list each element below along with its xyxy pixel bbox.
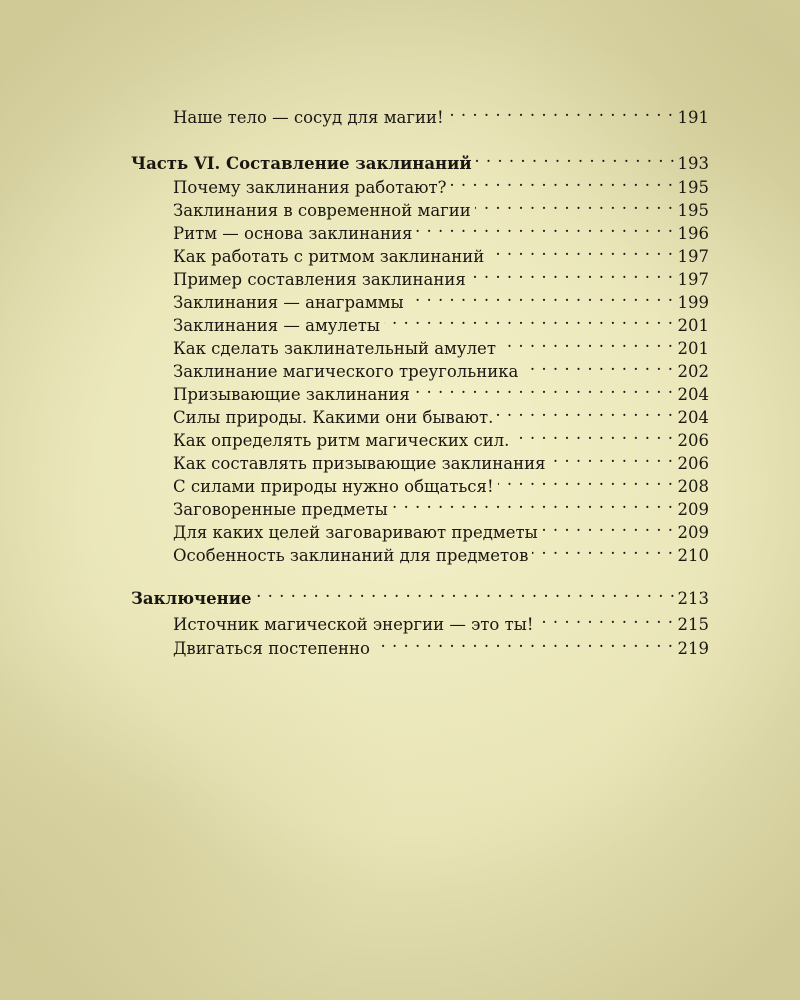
toc-entry	[173, 468, 709, 496]
part-title: Часть VI. Составление заклинаний	[131, 154, 472, 173]
dot-leader	[416, 215, 673, 239]
dot-leader	[522, 353, 673, 377]
dot-leader	[475, 192, 674, 216]
toc-entry	[173, 491, 709, 519]
toc-entry-page: 210	[677, 546, 709, 565]
toc-entry-title: С силами природы нужно общаться!	[173, 477, 494, 496]
dot-leader	[549, 445, 673, 469]
dot-leader	[513, 422, 673, 446]
toc-entry-title: Как сделать заклинательный амулет	[173, 339, 496, 358]
toc-entry	[173, 215, 709, 243]
toc-entry	[173, 330, 709, 358]
toc-entry	[173, 169, 709, 197]
dot-leader	[500, 330, 674, 354]
toc-entry-page: 209	[677, 523, 709, 542]
dot-leader	[392, 491, 674, 515]
dot-leader	[488, 238, 673, 262]
toc-entry-title: Силы природы. Какими они бывают.	[173, 408, 494, 427]
toc-entry-title: Особенность заклинаний для предметов	[173, 546, 529, 565]
toc-entry-page: 219	[677, 639, 709, 658]
toc-entry	[173, 422, 709, 450]
dot-leader	[255, 580, 675, 604]
toc-entry-title: Почему заклинания работают?	[173, 178, 447, 197]
toc-entry-page: 209	[677, 500, 709, 519]
dot-leader	[498, 468, 674, 492]
toc-entry-title: Заклинания — анаграммы	[173, 293, 404, 312]
toc-entry	[173, 606, 709, 634]
dot-leader	[450, 169, 673, 193]
toc-entry	[173, 514, 709, 542]
toc-entry	[173, 99, 709, 127]
dot-leader	[374, 630, 674, 654]
toc-entry-page: 215	[677, 615, 709, 634]
toc-entry-page: 191	[677, 108, 709, 127]
toc-entry-title: Как составлять призывающие заклинания	[173, 454, 546, 473]
toc-entry-page: 201	[677, 316, 709, 335]
toc-entry	[173, 537, 709, 565]
part-page: 193	[677, 154, 709, 173]
toc-entry	[173, 307, 709, 335]
dot-leader	[497, 399, 673, 423]
toc-entry-page: 197	[677, 270, 709, 289]
toc-entry-title: Двигаться постепенно	[173, 639, 370, 658]
dot-leader	[384, 307, 673, 331]
toc-entry-title: Призывающие заклинания	[173, 385, 410, 404]
toc-entry-page: 204	[677, 385, 709, 404]
toc-entry-title: Заклинания в современной магии	[173, 201, 471, 220]
dot-leader	[476, 145, 676, 169]
toc-entry-title: Ритм — основа заклинания	[173, 224, 413, 243]
toc-entry-title: Заклинание магического треугольника	[173, 362, 519, 381]
toc-entry	[173, 630, 709, 658]
toc-entry	[173, 353, 709, 381]
toc-entry-title: Как работать с ритмом заклинаний	[173, 247, 485, 266]
toc-entry-title: Для каких целей заговаривают предметы	[173, 523, 538, 542]
dot-leader	[532, 537, 673, 561]
toc-entry-page: 195	[677, 201, 709, 220]
toc-entry-title: Источник магической энергии — это ты!	[173, 615, 534, 634]
toc-entry	[173, 284, 709, 312]
dot-leader	[414, 376, 674, 400]
toc-entry	[173, 261, 709, 289]
toc-entry	[173, 376, 709, 404]
dot-leader	[538, 606, 674, 630]
toc-entry	[173, 445, 709, 473]
toc-entry-page: 206	[677, 454, 709, 473]
toc-entry-page: 195	[677, 178, 709, 197]
toc-entry-title: Заклинания — амулеты	[173, 316, 381, 335]
toc-entry-page: 206	[677, 431, 709, 450]
dot-leader	[470, 261, 674, 285]
toc-conclusion-heading	[131, 580, 709, 608]
dot-leader	[542, 514, 674, 538]
toc-entry-page: 204	[677, 408, 709, 427]
toc-entry-title: Пример составления заклинания	[173, 270, 466, 289]
conclusion-page: 213	[677, 589, 709, 608]
toc-entry-page: 199	[677, 293, 709, 312]
toc-entry-title: Как определять ритм магических сил.	[173, 431, 510, 450]
toc-entry-page: 197	[677, 247, 709, 266]
toc-entry-page: 196	[677, 224, 709, 243]
dot-leader	[448, 99, 674, 123]
toc-entry-page: 208	[677, 477, 709, 496]
toc-entry	[173, 238, 709, 266]
toc-entry-page: 202	[677, 362, 709, 381]
toc-entry-page: 201	[677, 339, 709, 358]
toc-entry-title: Заговоренные предметы	[173, 500, 388, 519]
toc-entry	[173, 192, 709, 220]
toc-entry	[173, 399, 709, 427]
conclusion-title: Заключение	[131, 589, 252, 608]
toc-part-heading	[131, 145, 709, 173]
toc-entry-title: Наше тело — сосуд для магии!	[173, 108, 444, 127]
dot-leader	[408, 284, 674, 308]
